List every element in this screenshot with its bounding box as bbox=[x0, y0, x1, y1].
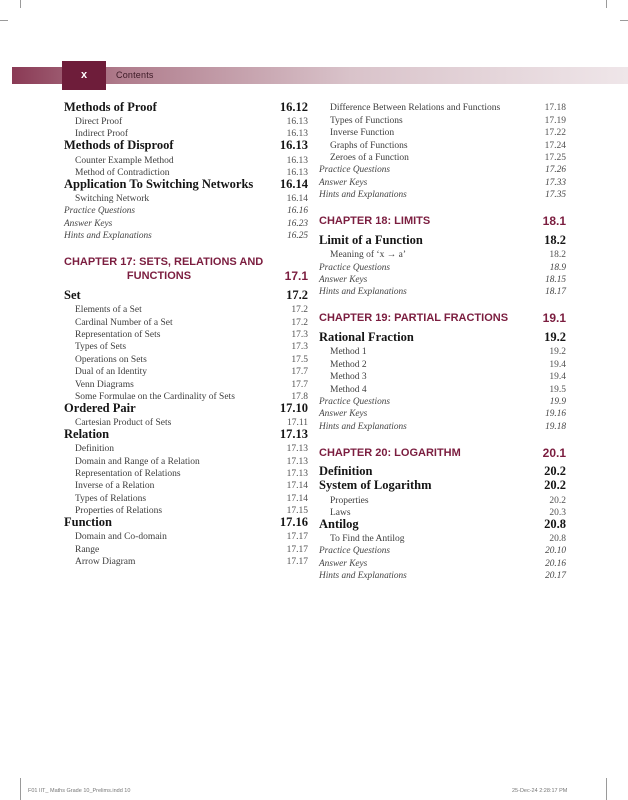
toc-subsection bbox=[64, 315, 308, 327]
toc-subsection bbox=[64, 479, 308, 491]
toc-subsection bbox=[319, 248, 566, 260]
entry-page: 19.2 bbox=[544, 330, 566, 345]
entry-page: 16.13 bbox=[286, 155, 308, 166]
entry-title: Laws bbox=[330, 507, 351, 518]
entry-page: 16.25 bbox=[287, 231, 308, 242]
entry-title: Direct Proof bbox=[75, 117, 123, 128]
entry-page: 16.14 bbox=[279, 176, 308, 191]
entry-title: Practice Questions bbox=[64, 206, 136, 217]
toc-back-matter bbox=[319, 419, 566, 431]
toc-back-matter bbox=[64, 204, 308, 216]
entry-title: Representation of Sets bbox=[75, 330, 161, 341]
entry-page: 17.17 bbox=[286, 556, 308, 567]
toc-back-matter bbox=[319, 260, 566, 272]
entry-title: Inverse of a Relation bbox=[75, 481, 155, 492]
entry-page: 17.14 bbox=[286, 481, 308, 492]
entry-page: 16.13 bbox=[286, 117, 308, 128]
entry-title: Application To Switching Networks bbox=[64, 176, 254, 191]
entry-title: Inverse Function bbox=[330, 128, 395, 139]
entry-title: Cardinal Number of a Set bbox=[75, 317, 173, 328]
toc-subsection bbox=[64, 328, 308, 340]
entry-title: To Find the Antilog bbox=[330, 534, 405, 545]
chapter-page: 17.1 bbox=[284, 269, 308, 284]
chapter-heading bbox=[319, 311, 566, 325]
footer-file-info: F01 IIT_ Maths Grade 10_Prelims.indd 10 bbox=[28, 788, 131, 794]
entry-page: 18.9 bbox=[549, 262, 566, 273]
entry-title: Range bbox=[75, 544, 100, 555]
entry-page: 20.2 bbox=[544, 478, 566, 493]
entry-title: Hints and Explanations bbox=[319, 571, 407, 582]
entry-title: Definition bbox=[75, 444, 115, 455]
toc-back-matter bbox=[64, 216, 308, 228]
entry-title: Properties bbox=[330, 495, 369, 506]
entry-page: 20.2 bbox=[544, 464, 566, 479]
entry-page: 16.13 bbox=[286, 129, 308, 140]
entry-title: Function bbox=[64, 514, 112, 529]
chapter-heading bbox=[319, 214, 566, 228]
entry-page: 17.2 bbox=[291, 317, 308, 328]
entry-title: Venn Diagrams bbox=[75, 379, 134, 390]
entry-page: 17.7 bbox=[291, 367, 308, 378]
toc-back-matter bbox=[319, 285, 566, 297]
chapter-page: 19.1 bbox=[542, 311, 566, 326]
entry-title: Hints and Explanations bbox=[319, 190, 407, 201]
entry-page: 18.2 bbox=[549, 250, 566, 261]
entry-page: 17.13 bbox=[286, 468, 308, 479]
entry-page: 17.33 bbox=[545, 177, 566, 188]
toc-section bbox=[64, 516, 308, 530]
toc-section bbox=[64, 289, 308, 303]
toc-back-matter bbox=[319, 569, 566, 581]
entry-page: 18.2 bbox=[544, 232, 566, 247]
chapter-title: CHAPTER 18: LIMITS bbox=[319, 215, 431, 228]
entry-title: Practice Questions bbox=[319, 546, 391, 557]
toc-back-matter bbox=[319, 163, 566, 175]
entry-page: 17.17 bbox=[286, 532, 308, 543]
entry-page: 17.2 bbox=[286, 287, 308, 302]
entry-page: 17.19 bbox=[544, 115, 566, 126]
entry-page: 17.8 bbox=[291, 392, 308, 402]
toc-subsection bbox=[319, 370, 566, 382]
toc-subsection bbox=[64, 115, 308, 127]
entry-title: Hints and Explanations bbox=[319, 287, 407, 298]
entry-page: 16.14 bbox=[286, 194, 308, 205]
entry-page: 19.18 bbox=[545, 421, 566, 432]
toc-subsection bbox=[64, 491, 308, 503]
entry-title: Hints and Explanations bbox=[64, 231, 152, 242]
entry-page: 17.17 bbox=[286, 544, 308, 555]
entry-title: Method 1 bbox=[330, 347, 367, 358]
toc-subsection bbox=[64, 442, 308, 454]
entry-title: Answer Keys bbox=[319, 558, 368, 569]
entry-page: 19.9 bbox=[549, 397, 566, 408]
toc-subsection bbox=[319, 138, 566, 150]
entry-page: 16.23 bbox=[287, 218, 308, 229]
toc-back-matter bbox=[319, 395, 566, 407]
entry-title: Indirect Proof bbox=[75, 129, 129, 140]
entry-page: 17.13 bbox=[279, 426, 308, 441]
entry-title: Ordered Pair bbox=[64, 400, 136, 415]
entry-page: 17.14 bbox=[286, 493, 308, 504]
toc-section bbox=[319, 479, 566, 493]
entry-page: 17.13 bbox=[286, 456, 308, 467]
entry-title: Answer Keys bbox=[319, 177, 368, 188]
entry-page: 17.3 bbox=[291, 342, 308, 353]
toc-subsection bbox=[319, 345, 566, 357]
entry-page: 16.13 bbox=[279, 138, 308, 153]
entry-title: Some Formulae on the Cardinality of Sets bbox=[75, 392, 235, 402]
entry-title: Zeroes of a Function bbox=[330, 152, 409, 163]
entry-title: Hints and Explanations bbox=[319, 421, 407, 432]
entry-title: Operations on Sets bbox=[75, 354, 147, 365]
entry-title: Relation bbox=[64, 426, 110, 441]
toc-section bbox=[64, 402, 308, 416]
toc-back-matter bbox=[319, 556, 566, 568]
chapter-title: CHAPTER 20: LOGARITHM bbox=[319, 446, 461, 459]
crop-mark bbox=[620, 20, 628, 21]
toc-subsection bbox=[319, 357, 566, 369]
entry-page: 17.2 bbox=[291, 305, 308, 316]
chapter-title: CHAPTER 19: PARTIAL FRACTIONS bbox=[319, 312, 509, 325]
toc-section bbox=[64, 178, 308, 192]
entry-title: Cartesian Product of Sets bbox=[75, 418, 172, 429]
entry-title: Types of Sets bbox=[75, 342, 127, 353]
entry-title: Difference Between Relations and Functions bbox=[330, 103, 501, 114]
chapter-title: CHAPTER 17: SETS, RELATIONS AND bbox=[64, 256, 264, 269]
entry-title: System of Logarithm bbox=[319, 478, 432, 493]
toc-section bbox=[64, 139, 308, 153]
entry-title: Answer Keys bbox=[64, 218, 113, 229]
entry-page: 20.8 bbox=[544, 516, 566, 531]
toc-section bbox=[319, 234, 566, 248]
toc-subsection bbox=[319, 382, 566, 394]
toc-section bbox=[319, 331, 566, 345]
toc-section bbox=[64, 101, 308, 115]
entry-title: Elements of a Set bbox=[75, 305, 142, 316]
entry-page: 18.15 bbox=[545, 274, 566, 285]
entry-page: 19.4 bbox=[549, 372, 566, 383]
chapter-heading bbox=[64, 255, 308, 283]
chapter-page: 18.1 bbox=[542, 214, 566, 229]
chapter-page: 20.1 bbox=[542, 445, 566, 460]
entry-page: 19.16 bbox=[545, 409, 566, 420]
toc-section bbox=[64, 428, 308, 442]
entry-page: 17.24 bbox=[544, 140, 566, 151]
toc-back-matter bbox=[319, 544, 566, 556]
entry-page: 19.5 bbox=[549, 384, 566, 395]
crop-mark bbox=[20, 0, 21, 8]
entry-page: 19.4 bbox=[549, 359, 566, 370]
toc-subsection bbox=[319, 532, 566, 544]
crop-mark bbox=[606, 778, 607, 800]
entry-title: Meaning of ‘x → a’ bbox=[330, 250, 406, 261]
chapter-title-line2: FUNCTIONS bbox=[126, 270, 192, 283]
entry-page: 16.13 bbox=[286, 167, 308, 178]
entry-page: 17.13 bbox=[286, 444, 308, 455]
toc-subsection bbox=[64, 352, 308, 364]
toc-subsection bbox=[319, 113, 566, 125]
toc-right-column bbox=[319, 101, 566, 581]
entry-title: Domain and Co-domain bbox=[75, 532, 167, 543]
crop-mark bbox=[20, 778, 21, 800]
toc-section bbox=[319, 518, 566, 532]
entry-title: Practice Questions bbox=[319, 262, 391, 273]
entry-page: 17.15 bbox=[286, 506, 308, 517]
entry-page: 16.16 bbox=[287, 206, 308, 217]
entry-page: 20.3 bbox=[549, 507, 566, 518]
entry-title: Switching Network bbox=[75, 194, 150, 205]
entry-title: Methods of Proof bbox=[64, 99, 157, 114]
entry-title: Counter Example Method bbox=[75, 155, 174, 166]
toc-subsection bbox=[319, 101, 566, 113]
entry-page: 17.11 bbox=[286, 418, 308, 429]
entry-title: Method of Contradiction bbox=[75, 167, 170, 178]
toc-subsection bbox=[319, 493, 566, 505]
toc-subsection bbox=[64, 467, 308, 479]
entry-page: 17.22 bbox=[544, 128, 566, 139]
entry-title: Definition bbox=[319, 464, 373, 479]
toc-back-matter bbox=[319, 407, 566, 419]
entry-title: Graphs of Functions bbox=[330, 140, 408, 151]
entry-title: Answer Keys bbox=[319, 274, 368, 285]
entry-page: 17.25 bbox=[544, 152, 566, 163]
entry-page: 20.2 bbox=[549, 495, 566, 506]
entry-page: 20.17 bbox=[545, 571, 566, 582]
entry-title: Set bbox=[64, 287, 81, 302]
entry-title: Arrow Diagram bbox=[75, 556, 136, 567]
entry-page: 17.18 bbox=[544, 103, 566, 114]
entry-title: Properties of Relations bbox=[75, 506, 163, 517]
entry-page: 18.17 bbox=[545, 287, 566, 298]
footer-timestamp: 25-Dec-24 2:28:17 PM bbox=[512, 788, 568, 794]
entry-title: Limit of a Function bbox=[319, 232, 423, 247]
crop-mark bbox=[606, 0, 607, 8]
entry-page: 17.7 bbox=[291, 379, 308, 390]
entry-title: Domain and Range of a Relation bbox=[75, 456, 200, 467]
entry-title: Practice Questions bbox=[319, 397, 391, 408]
toc-subsection bbox=[64, 340, 308, 352]
entry-page: 19.2 bbox=[549, 347, 566, 358]
crop-mark bbox=[0, 20, 8, 21]
toc-subsection bbox=[64, 192, 308, 204]
chapter-heading bbox=[319, 446, 566, 460]
toc-subsection bbox=[64, 542, 308, 554]
toc-subsection bbox=[64, 153, 308, 165]
toc-subsection bbox=[319, 151, 566, 163]
page-number: x bbox=[62, 61, 106, 90]
toc-back-matter bbox=[64, 229, 308, 241]
toc-subsection bbox=[64, 303, 308, 315]
entry-title: Method 3 bbox=[330, 372, 367, 383]
toc-subsection bbox=[64, 365, 308, 377]
entry-title: Answer Keys bbox=[319, 409, 368, 420]
entry-title: Method 2 bbox=[330, 359, 367, 370]
entry-title: Types of Functions bbox=[330, 115, 403, 126]
toc-back-matter bbox=[319, 188, 566, 200]
entry-page: 20.10 bbox=[545, 546, 566, 557]
entry-page: 17.3 bbox=[291, 330, 308, 341]
entry-title: Practice Questions bbox=[319, 165, 391, 176]
entry-title: Antilog bbox=[319, 516, 359, 531]
toc-subsection bbox=[64, 454, 308, 466]
entry-page: 20.16 bbox=[545, 558, 566, 569]
toc-subsection bbox=[64, 377, 308, 389]
entry-title: Rational Fraction bbox=[319, 330, 414, 345]
toc-subsection bbox=[64, 530, 308, 542]
toc-back-matter bbox=[319, 175, 566, 187]
entry-page: 17.26 bbox=[545, 165, 566, 176]
entry-title: Types of Relations bbox=[75, 493, 147, 504]
running-head: Contents bbox=[116, 70, 154, 80]
toc-back-matter bbox=[319, 273, 566, 285]
entry-title: Methods of Disproof bbox=[64, 138, 174, 153]
entry-title: Dual of an Identity bbox=[75, 367, 148, 378]
entry-page: 17.10 bbox=[279, 400, 308, 415]
entry-page: 17.16 bbox=[279, 514, 308, 529]
entry-page: 17.5 bbox=[291, 354, 308, 365]
entry-title: Representation of Relations bbox=[75, 468, 181, 479]
toc-left-column bbox=[64, 101, 308, 567]
entry-page: 17.35 bbox=[545, 190, 566, 201]
entry-page: 16.12 bbox=[279, 99, 308, 114]
toc-subsection bbox=[64, 555, 308, 567]
entry-title: Method 4 bbox=[330, 384, 367, 395]
toc-subsection bbox=[319, 126, 566, 138]
entry-page: 20.8 bbox=[549, 534, 566, 545]
